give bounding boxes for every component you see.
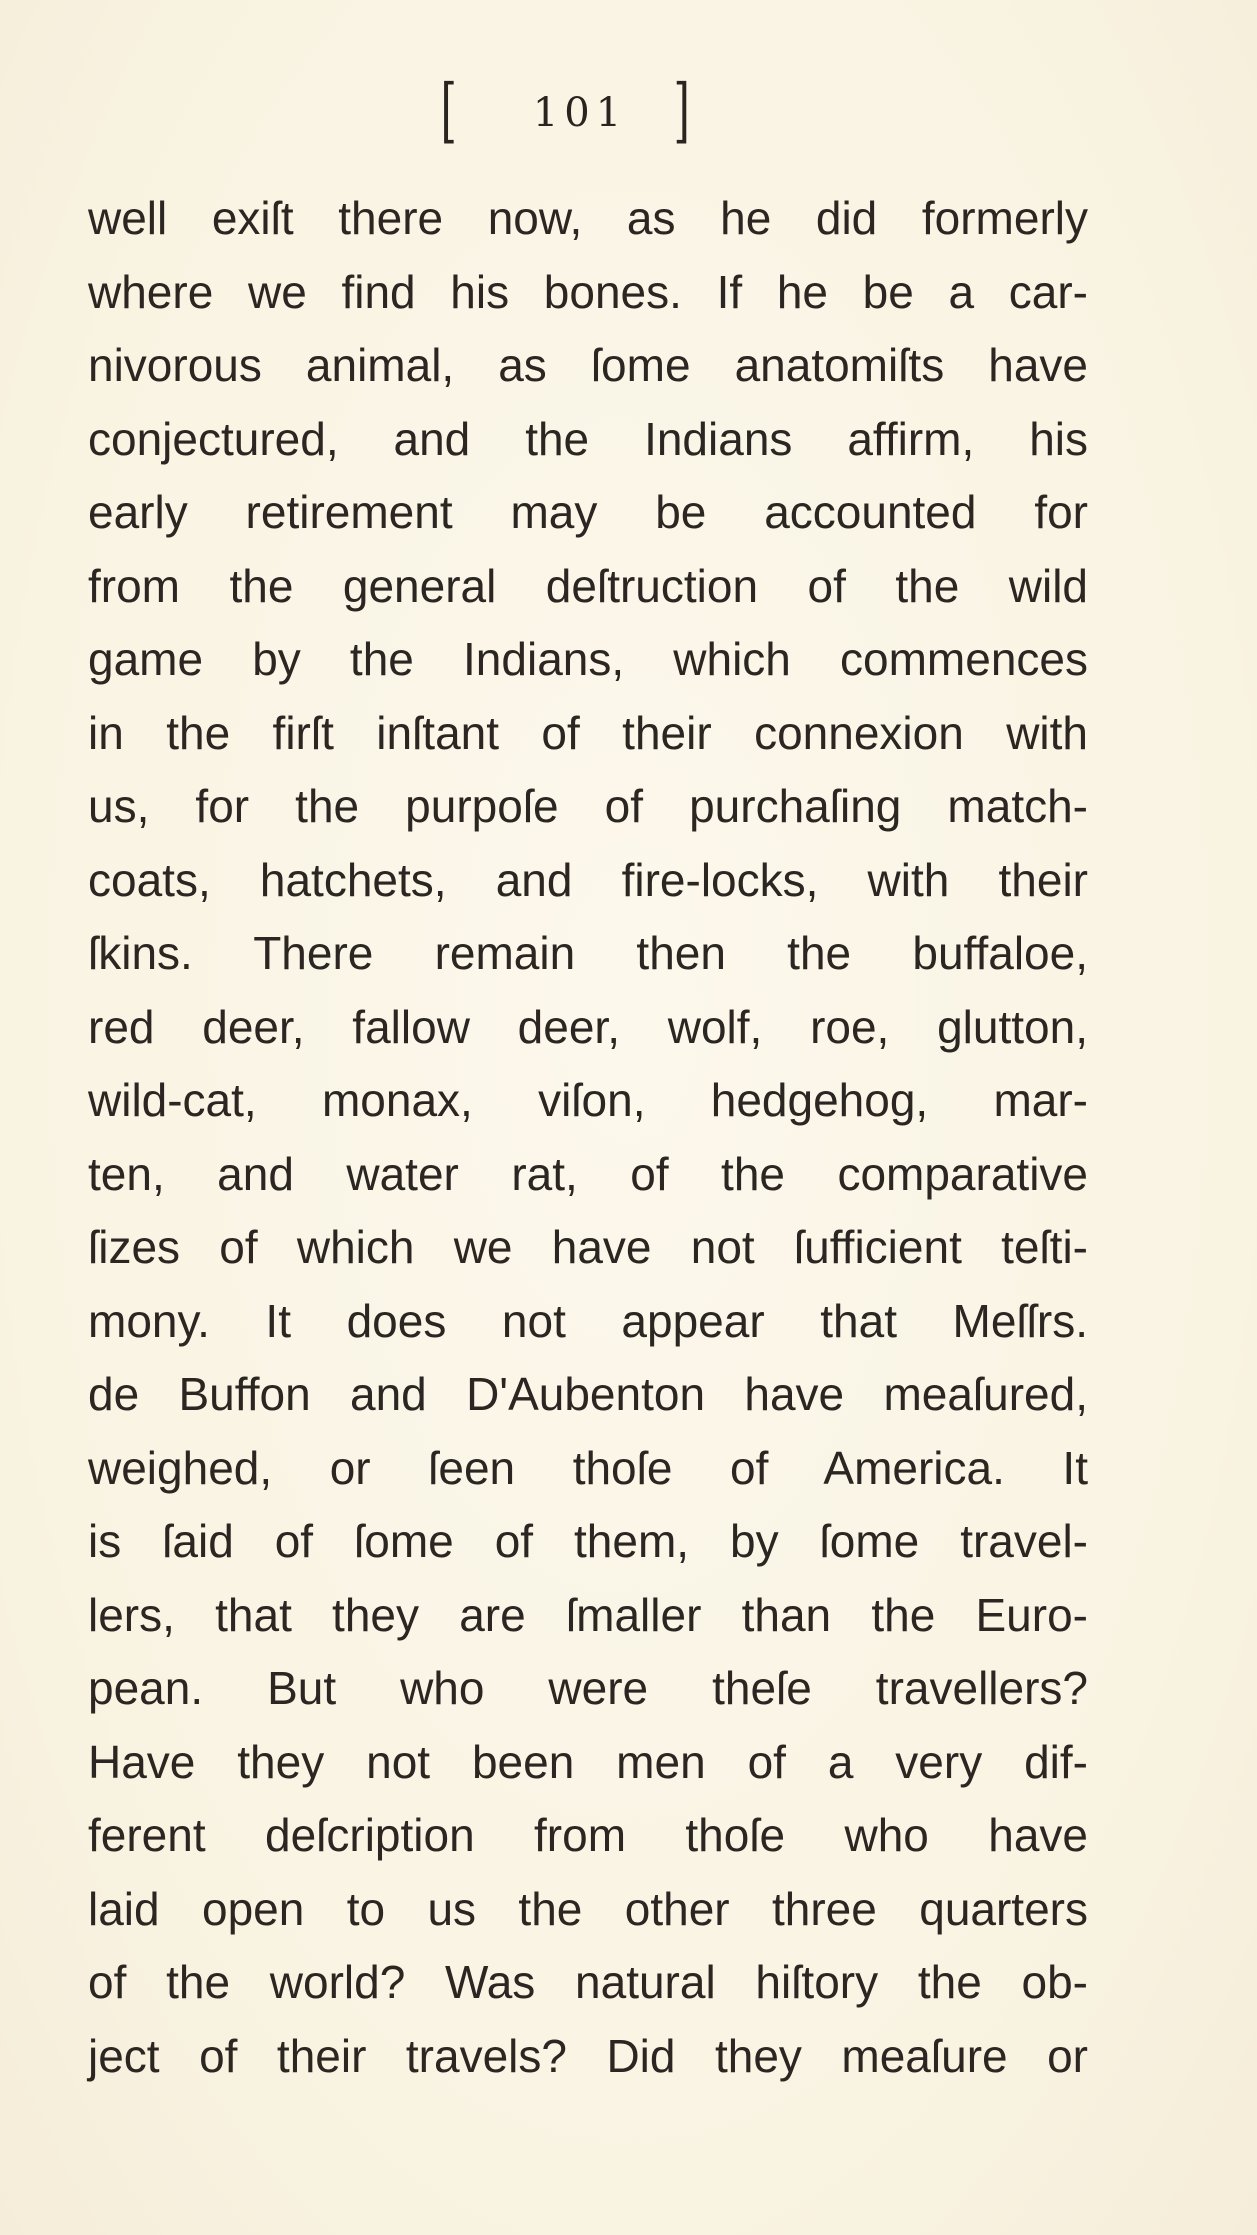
text-line: early retirement may be accounted for bbox=[88, 486, 1088, 538]
text-line: pean. But who were theſe travellers? bbox=[88, 1662, 1088, 1714]
header-bracket-open: [ bbox=[440, 69, 457, 151]
page-header bbox=[0, 70, 1257, 150]
text-line: wild-cat, monax, viſon, hedgehog, mar- bbox=[88, 1074, 1088, 1126]
text-line: ject of their travels? Did they meaſure or bbox=[88, 2029, 1088, 2082]
text-line: ſkins. There remain then the buffaloe, bbox=[88, 927, 1088, 979]
body-text bbox=[88, 182, 1088, 2093]
text-line: in the firſt inſtant of their connexion with bbox=[88, 706, 1088, 759]
text-line: coats, hatchets, and fire-locks, with their bbox=[88, 853, 1088, 906]
text-line: laid open to us the other three quarters bbox=[88, 1882, 1088, 1935]
text-line: Have they not been men of a very dif- bbox=[88, 1735, 1088, 1788]
text-line: ferent deſcription from thoſe who have bbox=[88, 1809, 1088, 1861]
text-line: conjectured, and the Indians affirm, his bbox=[88, 412, 1088, 465]
text-line: from the general deſtruction of the wild bbox=[88, 559, 1088, 612]
text-line: ſizes of which we have not ſufficient teſti- bbox=[88, 1221, 1088, 1273]
text-line: where we find his bones. If he be a car- bbox=[88, 265, 1088, 318]
text-line: de Buffon and D'Aubenton have meaſured, bbox=[88, 1368, 1088, 1420]
text-line: nivorous animal, as ſome anatomiſts have bbox=[88, 339, 1088, 391]
text-line: game by the Indians, which commences bbox=[88, 633, 1088, 685]
page-number: 101 bbox=[532, 90, 628, 136]
text-line: weighed, or ſeen thoſe of America. It bbox=[88, 1441, 1088, 1494]
text-line: us, for the purpoſe of purchaſing match- bbox=[88, 780, 1088, 832]
text-line: is ſaid of ſome of them, by ſome travel- bbox=[88, 1515, 1088, 1567]
text-line: lers, that they are ſmaller than the Euro- bbox=[88, 1588, 1088, 1641]
text-line: of the world? Was natural hiſtory the ob- bbox=[88, 1956, 1088, 2008]
text-line: red deer, fallow deer, wolf, roe, glutton, bbox=[88, 1000, 1088, 1053]
text-line: well exiſt there now, as he did formerly bbox=[88, 192, 1088, 244]
text-line: mony. It does not appear that Meſſrs. bbox=[88, 1294, 1088, 1347]
text-line: ten, and water rat, of the comparative bbox=[88, 1147, 1088, 1200]
header-bracket-close: ] bbox=[673, 69, 690, 151]
